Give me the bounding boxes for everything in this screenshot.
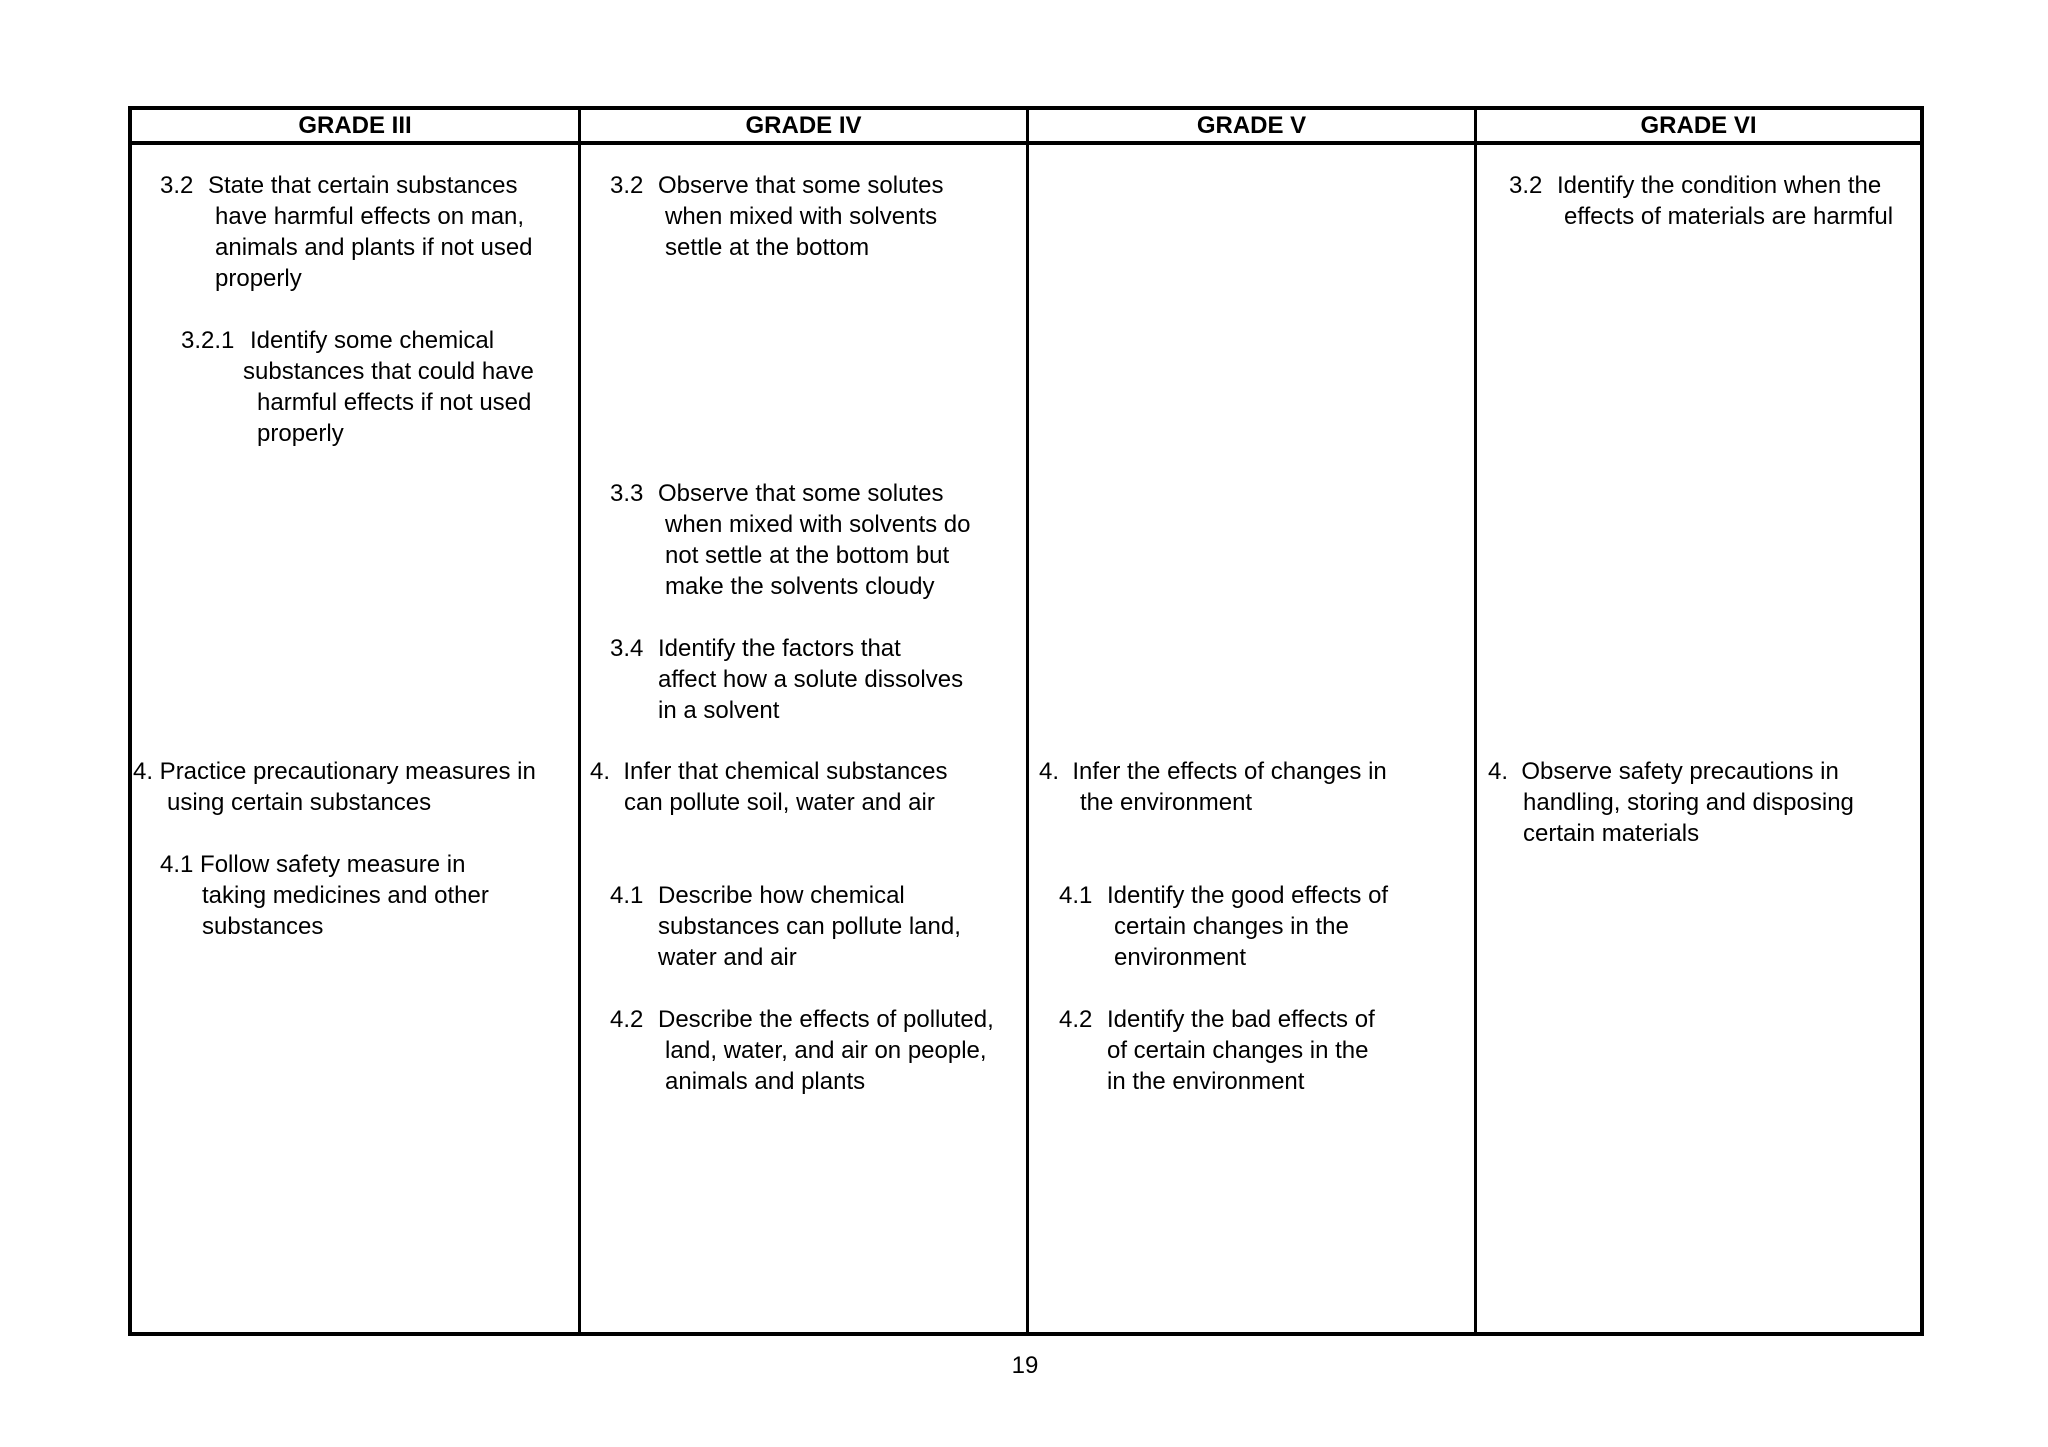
grade4-item-3-4-line: in a solvent (658, 697, 780, 724)
grade3-item-4-1-line: 4.1 Follow safety measure in (160, 851, 466, 878)
grade5-item-4-1-line: Identify the good effects of (1107, 882, 1389, 909)
grade3-item-3-2-line: State that certain substances (208, 172, 518, 199)
grade4-item-3-3-line: make the solvents cloudy (665, 573, 935, 600)
item-number: 3.2 (1509, 172, 1543, 199)
item-number: 4.1 (1059, 882, 1093, 909)
grade4-item-3-3-line: when mixed with solvents do (665, 511, 971, 538)
grade3-item-4-line: using certain substances (167, 789, 432, 816)
grade3-item-3-2-1-line: Identify some chemical (250, 327, 495, 354)
item-number: 3.4 (610, 635, 644, 662)
grade4-item-3-2-line: settle at the bottom (665, 234, 870, 261)
grade4-item-3-2-line: Observe that some solutes (658, 172, 944, 199)
grade5-item-4-1-line: environment (1114, 944, 1247, 971)
grade3-item-4-1-line: substances (202, 913, 324, 940)
item-number: 3.2.1 (181, 327, 235, 354)
grade6-item-4-line: certain materials (1523, 820, 1700, 847)
grade5-item-4-line: the environment (1080, 789, 1253, 816)
grade4-item-4-2-line: animals and plants (665, 1068, 866, 1095)
grade5-item-4-line: 4. Infer the effects of changes in (1039, 758, 1387, 785)
grade3-item-3-2-line: have harmful effects on man, (215, 203, 525, 230)
column-divider (1474, 110, 1477, 1332)
grade4-item-4-1-line: substances can pollute land, (658, 913, 961, 940)
grade6-item-4-line: handling, storing and disposing (1523, 789, 1854, 816)
grade4-item-3-4-line: affect how a solute dissolves (658, 666, 964, 693)
grade4-item-3-3-line: not settle at the bottom but (665, 542, 950, 569)
grade3-item-4-1-line: taking medicines and other (202, 882, 489, 909)
grade4-item-4-2-line: Describe the effects of polluted, (658, 1006, 994, 1033)
item-number: 4.1 (610, 882, 644, 909)
grade4-item-3-4-line: Identify the factors that (658, 635, 901, 662)
column-divider (578, 110, 581, 1332)
header-grade-vi: GRADE VI (1640, 111, 1757, 139)
grade4-item-4-line: can pollute soil, water and air (624, 789, 935, 816)
grade4-item-4-2-line: land, water, and air on people, (665, 1037, 987, 1064)
grade5-item-4-2-line: of certain changes in the (1107, 1037, 1369, 1064)
grade3-item-3-2-1-line: harmful effects if not used (257, 389, 532, 416)
page-number: 19 (1011, 1352, 1039, 1379)
header-grade-iv: GRADE IV (745, 111, 862, 139)
item-number: 3.2 (610, 172, 644, 199)
grade3-item-3-2-line: animals and plants if not used (215, 234, 533, 261)
grade5-item-4-2-line: in the environment (1107, 1068, 1305, 1095)
header-grade-iii: GRADE III (298, 111, 412, 139)
item-number: 4.2 (610, 1006, 644, 1033)
grade3-item-3-2-1-line: properly (257, 420, 344, 447)
grade4-item-4-1-line: Describe how chemical (658, 882, 905, 909)
item-number: 4.2 (1059, 1006, 1093, 1033)
column-divider (1026, 110, 1029, 1332)
grade5-item-4-1-line: certain changes in the (1114, 913, 1349, 940)
grade6-item-3-2-line: effects of materials are harmful (1564, 203, 1894, 230)
grade3-item-4-line: 4. Practice precautionary measures in (133, 758, 536, 785)
grade3-item-3-2-line: properly (215, 265, 302, 292)
curriculum-table (128, 106, 1924, 1336)
grade4-item-4-1-line: water and air (658, 944, 797, 971)
header-divider (132, 141, 1920, 145)
header-grade-v: GRADE V (1196, 111, 1307, 139)
grade6-item-4-line: 4. Observe safety precautions in (1488, 758, 1839, 785)
grade4-item-3-3-line: Observe that some solutes (658, 480, 944, 507)
grade5-item-4-2-line: Identify the bad effects of (1107, 1006, 1375, 1033)
grade3-item-3-2-1-line: substances that could have (243, 358, 534, 385)
grade4-item-3-2-line: when mixed with solvents (665, 203, 938, 230)
item-number: 3.2 (160, 172, 194, 199)
grade4-item-4-line: 4. Infer that chemical substances (590, 758, 948, 785)
grade6-item-3-2-line: Identify the condition when the (1557, 172, 1882, 199)
item-number: 3.3 (610, 480, 644, 507)
